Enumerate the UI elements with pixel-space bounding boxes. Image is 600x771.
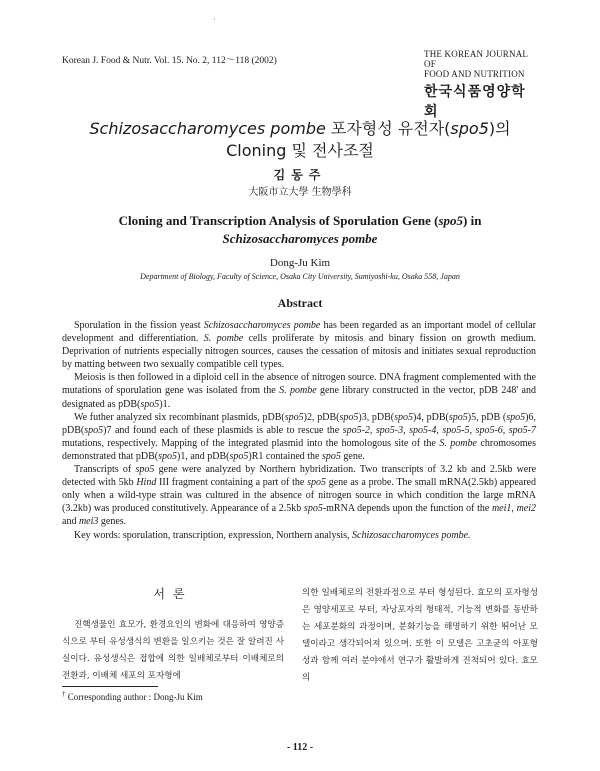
footnote-mark: † [62, 690, 66, 698]
abstract-heading: Abstract [277, 296, 323, 310]
journal-masthead [424, 49, 540, 121]
society-name: 한국식품영양학회 [424, 84, 526, 120]
korean-title-part1: 포자형성 유전자( [325, 119, 451, 138]
intro-left-paragraph: 진핵생물인 효모가, 환경요인의 변화에 대응하여 영양증식으로 부터 유성생식의 변환을 일으키는 것은 잘 알려진 사실이다. 유성생식은 접합에 의한 일배체로부터 이배체로의 전환과, 이배체 세포의 포자형에 [62, 620, 284, 681]
abstract-paragraph-2: Meiosis is then followed in a diploid cell in the absence of nitrogen source. DNA fragment complemented with the mutations of sporulation gene was isolated from the S. pombe gene library constructed in the vector, pDB 248' and designated as pDB(spo5)1. [62, 372, 536, 410]
abstract-paragraph-1: Sporulation in the fission yeast Schizosaccharomyces pombe has been regarded as an important model of cellular development and differentiation. S. pombe cells proliferate by mitosis and binary fission on growth medium. Deprivation of nutrients especially nitrogen sources, causes the cessation of mitosis and initiates sexual reproduction by matting between two sexually compatible cell types. [62, 320, 536, 371]
english-title-line1: Cloning and Transcription Analysis of Sporulation Gene ( [118, 213, 439, 228]
running-header-citation: Korean J. Food & Nutr. Vol. 15. No. 2, 112～118 (2002) [62, 56, 277, 66]
abstract-paragraph-4: Transcripts of spo5 gene were analyzed by Northern hybridization. Two transcripts of 3.2 kb and 2.5kb were detected with 5kb Hind III fragment containing a part of the spo5 gene as a probe. The small mRNA(2.5kb) appeared only when a wild-type strain was cultured in the absence of nitrogen source in which condition the large mRNA (3.2kb) was produced constitutively. Appearance of a 2.5kb spo5-mRNA depends upon the function of the mei1, mei2 and mei3 genes. [62, 464, 537, 528]
keywords: Key words: sporulation, transcription, expression, Northern analysis, Schizosaccharomyces pombe. [74, 529, 471, 541]
intro-right-column [302, 585, 538, 687]
korean-title-part2: )의 [488, 119, 511, 138]
stray-dot: · [213, 15, 216, 24]
footnote-divider [62, 686, 158, 687]
footnote [62, 690, 203, 702]
english-affiliation: Department of Biology, Faculty of Science, Osaka City University, Sumiyoshi-ku, Osaka 558, Japan [140, 272, 460, 281]
korean-title-line2: Cloning 및 전사조절 [226, 141, 374, 160]
english-title-line1-end: ) in [463, 213, 482, 228]
english-title [40, 212, 560, 248]
journal-name-line1: THE KOREAN JOURNAL OF [424, 49, 528, 69]
korean-title-species: Schizosaccharomyces pombe [89, 119, 326, 138]
intro-right-paragraph: 의한 일배체로의 전환과정으로 부터 형성된다. 효모의 포자형성은 영양세포로 부터, 자낭포자의 형태적, 기능적 변화를 동반하는 세포분화의 과정이며, 분화기능을 해명하기 위한 뛰어난 모델이라고 생각되어져 있으며. 또한 이 모델은 고초균의 아포형성과 함께 여러 분야에서 연구가 활발하게 진척되어 있다. 효모의 [302, 588, 538, 683]
english-title-gene: spo5 [438, 213, 464, 228]
korean-title [40, 118, 560, 162]
intro-left-column [62, 585, 284, 685]
journal-name-line2: FOOD AND NUTRITION [424, 69, 525, 79]
intro-heading: 서론 [153, 587, 193, 601]
abstract-paragraph-3: We futher analyzed six recombinant plasmids, pDB(spo5)2, pDB(spo5)3, pDB(spo5)4, pDB(spo5)5, pDB (spo5)6, pDB(spo5)7 and found each of these plasmids is able to rescue the spo5-2, spo5-3, spo5-4, spo5-5, spo5-6, spo5-7 mutations, respectively. Mapping of the integrated plasmid into the homologous site of the S. pombe chromosomes demonstrated that pDB(spo5)1, and pDB(spo5)R1 contained the spo5 gene. [62, 411, 537, 462]
footnote-text: Corresponding author : Dong-Ju Kim [65, 692, 203, 702]
korean-title-gene: spo5 [450, 119, 489, 138]
english-author: Dong-Ju Kim [269, 257, 331, 269]
korean-affiliation: 大阪市立大學 生物學科 [248, 187, 352, 198]
korean-author: 김동주 [273, 168, 327, 182]
page-number: - 112 - [286, 742, 314, 753]
english-title-line2: Schizosaccharomyces pombe [222, 231, 378, 246]
abstract-body [62, 319, 536, 542]
